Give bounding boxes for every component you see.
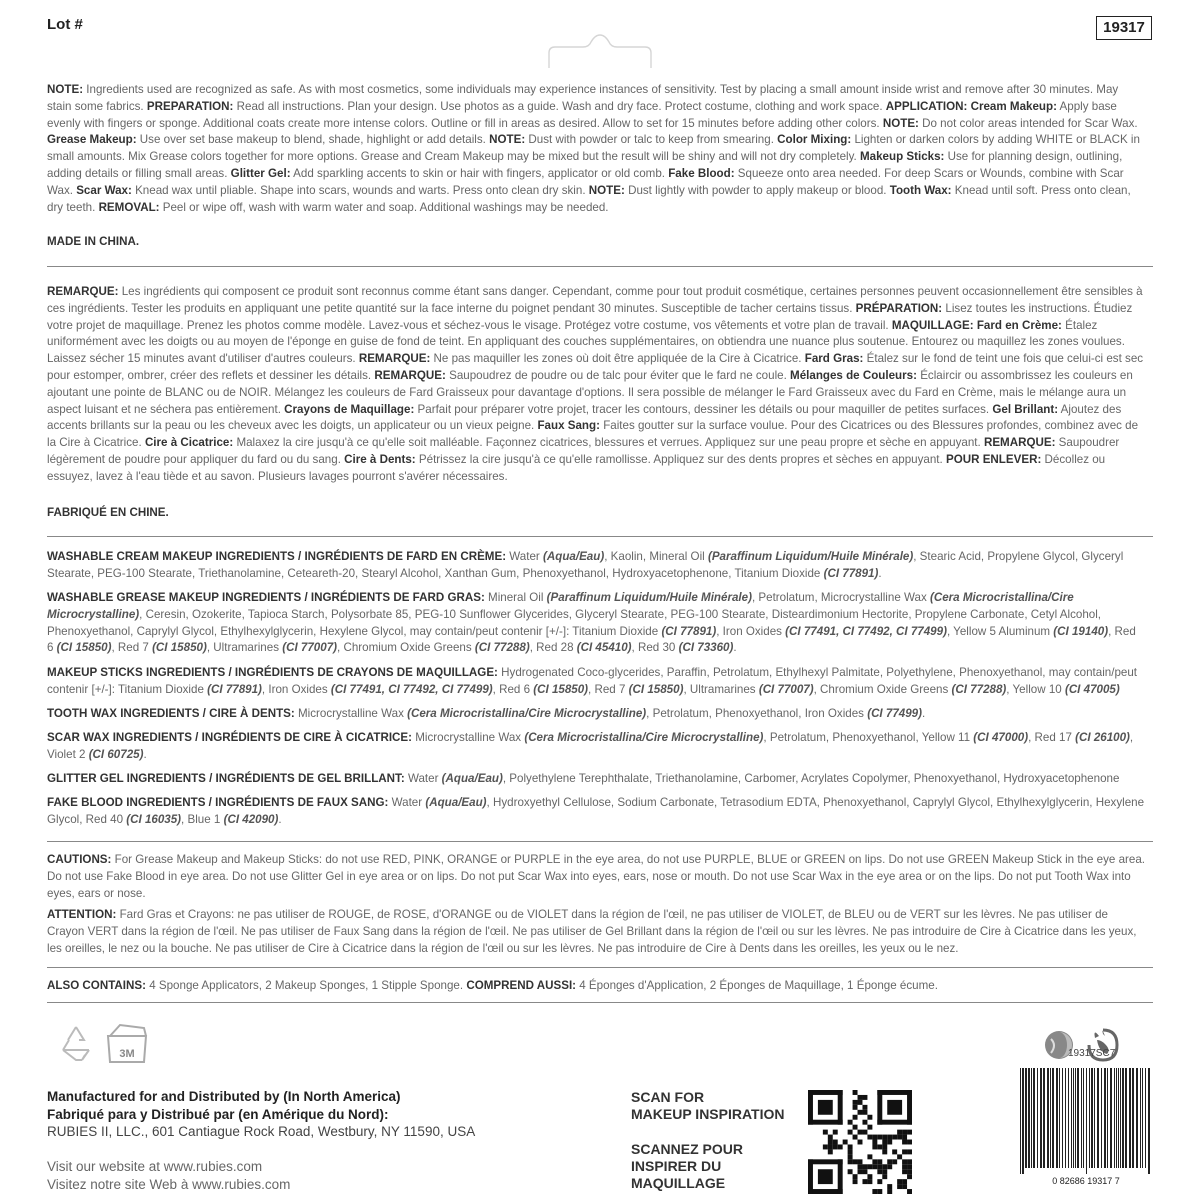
text-run: , Chromium Oxide Greens (337, 641, 475, 655)
period-after-opening-icon (102, 1020, 152, 1066)
text-run: Saupoudrer légèrement de poudre pour appliquer du fard ou du sang. (47, 436, 1120, 466)
bold-label: REMARQUE: (358, 352, 431, 366)
text-run: , Kaolin, Mineral Oil (604, 550, 708, 563)
text-run: Hydrogenated Coco-glycerides, Paraffin, Petrolatum, Ethylhexyl Palmitate, Polyethylene, Phenoxyethanol, may contain/peut contenir [+/-]: Titanium Dioxide (47, 666, 1138, 696)
italic-term: (CI 77288) (474, 641, 530, 655)
text-run: , Red 6 (492, 682, 534, 696)
fabrique-para-label: Fabriqué para y Distribué par (en Amérique du Nord): (47, 1106, 389, 1122)
barcode-digits: 0 82686 19317 7 (1052, 1176, 1120, 1186)
text-run: Lisez toutes les instructions. Étudiez votre projet de maquillage. Prenez les photos comme modèle. Lavez-vous et séchez-vous le visage. Protégez votre costume, vos vêtements et votre plan de travail. (47, 301, 1133, 332)
italic-term: (CI 77007) (758, 682, 814, 696)
italic-term: (CI 15850) (56, 641, 112, 655)
text-run: Microcrystalline Wax (294, 707, 408, 720)
cautions (47, 852, 1145, 902)
website-fr: Visitez notre site Web à www.rubies.com (47, 1176, 291, 1192)
text-run: Ne pas maquiller les zones où doit être appliquée de la Cire à Cicatrice. (430, 352, 805, 366)
ingredients-fake-blood (47, 795, 1145, 829)
bold-label: Mélanges de Couleurs: (790, 368, 917, 382)
text-run: Malaxez la cire jusqu'à ce qu'elle soit malléable. Façonnez cicatrices, blessures et verrues. Appliquez sur une peau propre et sèche en appuyant. (233, 436, 984, 450)
qr-code[interactable] (808, 1090, 912, 1194)
bold-label: CAUTIONS: (47, 853, 112, 866)
text-run: , Ceresin, Ozokerite, Tapioca Starch, Polysorbate 85, PEG-10 Sunflower Glycerides, Glyceryl Stearate, PEG-100 Stearate, Disteardimonium Hectorite, Propylene Carbonate, Cetyl Alcohol, Phenoxyethanol, Caprylyl Glycol, Ethylhexylglycerin, Hexylene Glycol, may contain/peut contenir [+/-]: Titanium Dioxide (47, 607, 1102, 638)
divider (47, 536, 1153, 537)
bold-label: Fard Gras: (804, 352, 864, 366)
italic-term: (CI 26100) (1075, 731, 1130, 744)
text-run: . (143, 747, 147, 761)
bold-label: APPLICATION: Cream Makeup: (885, 99, 1057, 113)
bold-label: PRÉPARATION: (855, 301, 943, 315)
ingredients-glitter-gel (47, 771, 1145, 788)
recycle-icon (55, 1022, 97, 1064)
bold-label: NOTE: (47, 83, 84, 96)
text-run: Add sparkling accents to skin or hair with fingers, applicator or old comb. (290, 166, 669, 180)
hang-tab-outline (545, 33, 655, 69)
bold-label: FAKE BLOOD INGREDIENTS / INGRÉDIENTS DE FAUX SANG: (47, 796, 389, 809)
bold-label: NOTE: (489, 133, 526, 147)
text-run: Étalez uniformément avec les doigts ou au moyen de l'éponge en guise de fond de teint. En appliquant des couches supplémentaires, on obtiendra une nuance plus soutenue. Entourez ou maquillez les zones voulues. Laissez sécher 15 minutes avant d'utiliser d'autres couleurs. (47, 318, 1125, 366)
bold-label: NOTE: (882, 116, 919, 130)
italic-term: (CI 15850) (152, 641, 207, 655)
text-run: For Grease Makeup and Makeup Sticks: do not use RED, PINK, ORANGE or PURPLE in the eye area, do not use PURPLE, BLUE or GREEN on lips. Do not use GREEN Makeup Stick in the eye area. Do not use Fake Blood in eye area. Do not use Glitter Gel in eye area or on lips. Do not put Scar Wax into eyes, ears, nose or mouth. Do not use Scar Wax in the eye area or on the lips. Do not put Tooth Wax into eyes, ears or nose. (47, 853, 1146, 900)
bold-label: Faux Sang: (537, 419, 600, 433)
italic-term: (CI 77891) (823, 566, 879, 580)
italic-term: (CI 77499) (867, 707, 922, 720)
manufactured-for-label: Manufactured for and Distributed by (In North America) (47, 1089, 401, 1104)
bold-label: Crayons de Maquillage: (284, 402, 415, 416)
bold-label: REMARQUE: (983, 436, 1056, 450)
text-run: Do not color areas intended for Scar Wax. (918, 116, 1138, 130)
website-block (47, 1158, 290, 1193)
bold-label: Color Mixing: (777, 133, 852, 147)
scan-prompt-fr (631, 1141, 743, 1192)
text-run: , Yellow 5 Aluminum (946, 624, 1054, 638)
text-run: , Stearic Acid, Propylene Glycol, Glyceryl Stearate, PEG-100 Stearate, Triethanolamine, Ceteareth-20, Stearyl Alcohol, Xanthan Gum, Phenoxyethanol, Hydroxyacetophenone, Titanium Dioxide (47, 550, 1124, 580)
italic-term: (CI 19140) (1053, 624, 1109, 638)
text-run: 4 Éponges d'Application, 2 Éponges de Maquillage, 1 Éponge écume. (576, 979, 938, 992)
ingredients-sticks (47, 665, 1145, 699)
text-run: , Red 30 (631, 641, 679, 655)
italic-term: (CI 42090) (223, 812, 279, 826)
product-code: 19317SC7 (1068, 1048, 1116, 1059)
text-run: , Petrolatum, Microcrystalline Wax (751, 591, 930, 604)
italic-term: (CI 77007) (282, 641, 338, 655)
text-run: 4 Sponge Applicators, 2 Makeup Sponges, 1 Stipple Sponge. (145, 979, 467, 992)
italic-term: (CI 16035) (126, 812, 182, 826)
text-run: . (733, 641, 737, 655)
lot-number-box: 19317 (1096, 16, 1152, 40)
bold-label: Fake Blood: (668, 166, 735, 180)
text-run: Water (404, 772, 442, 785)
italic-term: (CI 45410) (576, 641, 632, 655)
made-in-china: MADE IN CHINA. (47, 235, 140, 248)
italic-term: (Aqua/Eau) (425, 796, 487, 809)
text-run: Lighten or darken colors by adding WHITE or BLACK in small amounts. Mix Grease colors together for more options. Grease and Cream Makeup may be mixed but the result will be shiny and will not dry completely. (47, 133, 1140, 164)
text-run: Peel or wipe off, wash with warm water and soap. Additional washings may be needed. (159, 200, 609, 214)
bold-label: PREPARATION: (146, 99, 234, 113)
bold-label: SCAR WAX INGREDIENTS / INGRÉDIENTS DE CIRE À CICATRICE: (47, 731, 413, 744)
text-run: , Iron Oxides (716, 624, 786, 638)
text-run: Éclaircir ou assombrissez les couleurs en ajoutant une pointe de BLANC ou de NOIR. Mélangez les couleurs de Fard Graisseux pour davantage d'options. Il sera possible de mélanger le Fard Graisseux avec du Fard en Crème, mais le mélange aura un aspect luisant et ne séchera pas entièrement. (47, 368, 1133, 416)
bold-label: ATTENTION: (47, 908, 117, 921)
bold-label: Grease Makeup: (47, 133, 137, 147)
bold-label: Cire à Dents: (344, 452, 416, 466)
text-run: Squeeze onto area needed. For deep Scars or Wounds, combine with Scar Wax. (47, 166, 1124, 197)
scan-fr-line2: INSPIRER DU (631, 1158, 722, 1174)
text-run: . (878, 566, 882, 580)
text-run: Étalez sur le fond de teint une fois que celui-ci est sec pour estomper, ombrer, créer des reflets et dessiner les détails. (47, 352, 1144, 382)
bold-label: TOOTH WAX INGREDIENTS / CIRE À DENTS: (47, 707, 295, 720)
text-run: Ajoutez des accents brillants sur la peau ou les cheveux avec les doigts, un applicateur ou un vieux peigne. (47, 402, 1122, 433)
divider (47, 967, 1153, 968)
scan-fr-line3: MAQUILLAGE (631, 1175, 726, 1191)
text-run: , Hydroxyethyl Cellulose, Sodium Carbonate, Tetrasodium EDTA, Phenoxyethanol, Caprylyl Glycol, Ethylhexylglycerin, Hexylene Glycol, Red 40 (47, 796, 1145, 826)
italic-term: (Aqua/Eau) (543, 550, 605, 563)
scan-prompt-en (631, 1089, 785, 1123)
italic-term: (CI 15850) (533, 682, 589, 696)
scan-fr-line1: SCANNEZ POUR (631, 1141, 744, 1157)
text-run: , Red 7 (111, 641, 153, 655)
text-run: Faites goutter sur la surface voulue. Pour des Cicatrices ou des Blessures profondes, combinez avec de la Cire à Cicatrice. (47, 419, 1139, 450)
text-run: Mineral Oil (484, 591, 547, 604)
upc-barcode (1016, 1066, 1156, 1186)
text-run: , Yellow 10 (1006, 682, 1065, 696)
ingredients-cream (47, 549, 1145, 583)
text-run: Saupoudrez de poudre ou de talc pour éviter que le fard ne coule. (445, 368, 791, 382)
bold-label: COMPREND AUSSI: (466, 979, 577, 992)
company-address: RUBIES II, LLC., 601 Cantiague Rock Road, Westbury, NY 11590, USA (47, 1124, 476, 1139)
text-run: , Polyethylene Terephthalate, Triethanolamine, Carbomer, Acrylates Copolymer, Phenoxyethanol, Hydroxyacetophenone (502, 772, 1120, 785)
text-run: Décollez ou essuyez, lavez à l'eau tiède et au savon. Plusieurs lavages pourront s'avérer nécessaires. (47, 452, 1106, 483)
bold-label: WASHABLE CREAM MAKEUP INGREDIENTS / INGRÉDIENTS DE FARD EN CRÈME: (47, 550, 507, 563)
french-instructions (47, 284, 1145, 486)
bold-label: MAKEUP STICKS INGREDIENTS / INGRÉDIENTS DE CRAYONS DE MAQUILLAGE: (47, 666, 498, 679)
text-run: , Red 28 (529, 641, 577, 655)
ingredients-grease (47, 590, 1145, 657)
text-run: Parfait pour préparer votre projet, tracer les contours, dessiner les détails ou pour maquiller de petites surfaces. (414, 402, 993, 416)
text-run: , Red 7 (588, 682, 629, 696)
text-run: Pétrissez la cire jusqu'à ce qu'elle ramollisse. Appliquez sur des dents propres et sèches en appuyant. (415, 452, 946, 466)
text-run: , Ultramarines (206, 641, 283, 655)
bold-label: NOTE: (588, 183, 625, 197)
text-run: Fard Gras et Crayons: ne pas utiliser de ROUGE, de ROSE, d'ORANGE ou de VIOLET dans la région de l'œil, ne pas utiliser de VIOLET, de BLEU ou de VERT sur les lèvres. Ne pas utiliser de Crayon VERT dans la région de l'œil. Ne pas utiliser de Faux Sang dans la région de l'œil. Ne pas utiliser de Gel Brillant dans la région de l'œil ou sur les lèvres. Ne pas introduire de Cire à Cicatrice dans les yeux, les oreilles, le nez ou la bouche. Ne pas utiliser de Cire à Cicatrice dans la région de l'œil ou sur les lèvres. Ne pas introduire de Cire à Dents dans les oreilles, les yeux ou le nez. (47, 908, 1137, 955)
text-run: , Chromium Oxide Greens (813, 682, 952, 696)
divider (47, 266, 1153, 267)
ingredients-tooth-wax (47, 706, 1145, 723)
bold-label: Makeup Sticks: (860, 150, 945, 164)
bold-label: Scar Wax: (76, 183, 132, 197)
text-run: Microcrystalline Wax (412, 731, 525, 744)
text-run: Ingredients used are recognized as safe. As with most cosmetics, some individuals may experience instances of sensitivity. Test by placing a small amount inside wrist and remove after 30 minutes. May stain some fabrics. (47, 83, 1119, 113)
text-run: Knead wax until pliable. Shape into scars, wounds and warts. Press onto clean dry skin. (131, 183, 589, 197)
bold-label: Gel Brillant: (992, 402, 1059, 416)
bold-label: REMOVAL: (98, 200, 160, 214)
italic-term: (Paraffinum Liquidum/Huile Minérale) (707, 550, 914, 563)
bold-label: GLITTER GEL INGREDIENTS / INGRÉDIENTS DE GEL BRILLANT: (47, 772, 405, 785)
bold-label: MAQUILLAGE: Fard en Crème: (891, 318, 1062, 332)
italic-term: (CI 73360) (678, 641, 734, 655)
bold-label: POUR ENLEVER: (945, 452, 1042, 466)
italic-term: (Cera Microcristallina/Cire Microcrystalline) (524, 731, 764, 744)
website-en: Visit our website at www.rubies.com (47, 1159, 263, 1174)
bold-label: REMARQUE: (47, 285, 119, 298)
italic-term: (CI 77491, CI 77492, CI 77499) (330, 682, 493, 696)
italic-term: (CI 77891) (661, 624, 717, 638)
ingredients-scar-wax (47, 730, 1145, 764)
text-run: Les ingrédients qui composent ce produit sont reconnus comme étant sans danger. Cependant, comme pour tout produit cosmétique, certaines personnes peuvent occasionnellement être sensibles à ces ingrédients. Tester les produits en appliquant une petite quantité sur la face interne du poignet pendant 30 minutes. Susceptible de tacher certains tissus. (47, 285, 1143, 315)
divider (47, 1002, 1153, 1003)
italic-term: (CI 77891) (207, 682, 262, 696)
text-run: Use over set base makeup to blend, shade, highlight or add details. (136, 133, 490, 147)
italic-term: (CI 47005) (1064, 682, 1120, 696)
italic-term: (Cera Microcristallina/Cire Microcrystalline) (407, 707, 647, 720)
text-run: , Petrolatum, Phenoxyethanol, Yellow 11 (763, 731, 974, 744)
text-run: , Violet 2 (47, 731, 1134, 761)
lot-label: Lot # (47, 16, 83, 33)
text-run: Read all instructions. Plan your design. Use photos as a guide. Wash and dry face. Protect costume, clothing and work space. (233, 99, 886, 113)
bold-label: REMARQUE: (374, 368, 446, 382)
text-run: Water (506, 550, 543, 563)
italic-term: (Paraffinum Liquidum/Huile Minérale) (546, 591, 752, 604)
text-run: Knead until soft. Press onto clean, dry teeth. (47, 183, 1131, 214)
period-label: 3M (119, 1048, 135, 1060)
italic-term: (Cera Microcristallina/Cire Microcrystalline) (47, 591, 1074, 621)
bold-label: Cire à Cicatrice: (144, 436, 234, 450)
text-run: , Red 6 (47, 624, 1136, 655)
attention (47, 907, 1145, 957)
text-run: , Petrolatum, Phenoxyethanol, Iron Oxides (646, 707, 868, 720)
italic-term: (CI 15850) (628, 682, 684, 696)
fabrique-en-chine: FABRIQUÉ EN CHINE. (47, 506, 169, 519)
also-contains (47, 978, 1145, 995)
english-instructions (47, 82, 1145, 216)
text-run: Apply base evenly with fingers or sponge. Additional coats create more intense colors. Outline or fill in areas as desired. Allow to set for 15 minutes before adding other colors. (47, 99, 1117, 130)
text-run: Water (388, 796, 426, 809)
italic-term: (CI 60725) (88, 747, 144, 761)
bold-label: Tooth Wax: (889, 183, 952, 197)
italic-term: (Aqua/Eau) (441, 772, 503, 785)
text-run: Dust lightly with powder to apply makeup or blood. (624, 183, 890, 197)
text-run: Dust with powder or talc to keep from smearing. (525, 133, 778, 147)
bold-label: WASHABLE GREASE MAKEUP INGREDIENTS / INGRÉDIENTS DE FARD GRAS: (47, 591, 485, 604)
scan-en-line1: SCAN FOR (631, 1089, 705, 1105)
bold-label: ALSO CONTAINS: (47, 979, 146, 992)
italic-term: (CI 77491, CI 77492, CI 77499) (785, 624, 947, 638)
text-run: . (278, 812, 282, 826)
text-run: , Red 17 (1028, 731, 1076, 744)
text-run: . (921, 707, 926, 720)
text-run: , Iron Oxides (261, 682, 331, 696)
manufacturer-block (47, 1088, 475, 1141)
text-run: Use for planning design, outlining, adding details or filling small areas. (47, 150, 1123, 180)
divider (47, 841, 1153, 842)
text-run: , Ultramarines (683, 682, 759, 696)
bold-label: Glitter Gel: (230, 166, 291, 180)
scan-en-line2: MAKEUP INSPIRATION (631, 1106, 785, 1122)
italic-term: (CI 77288) (951, 682, 1007, 696)
italic-term: (CI 47000) (973, 731, 1029, 744)
text-run: , Blue 1 (181, 812, 224, 826)
